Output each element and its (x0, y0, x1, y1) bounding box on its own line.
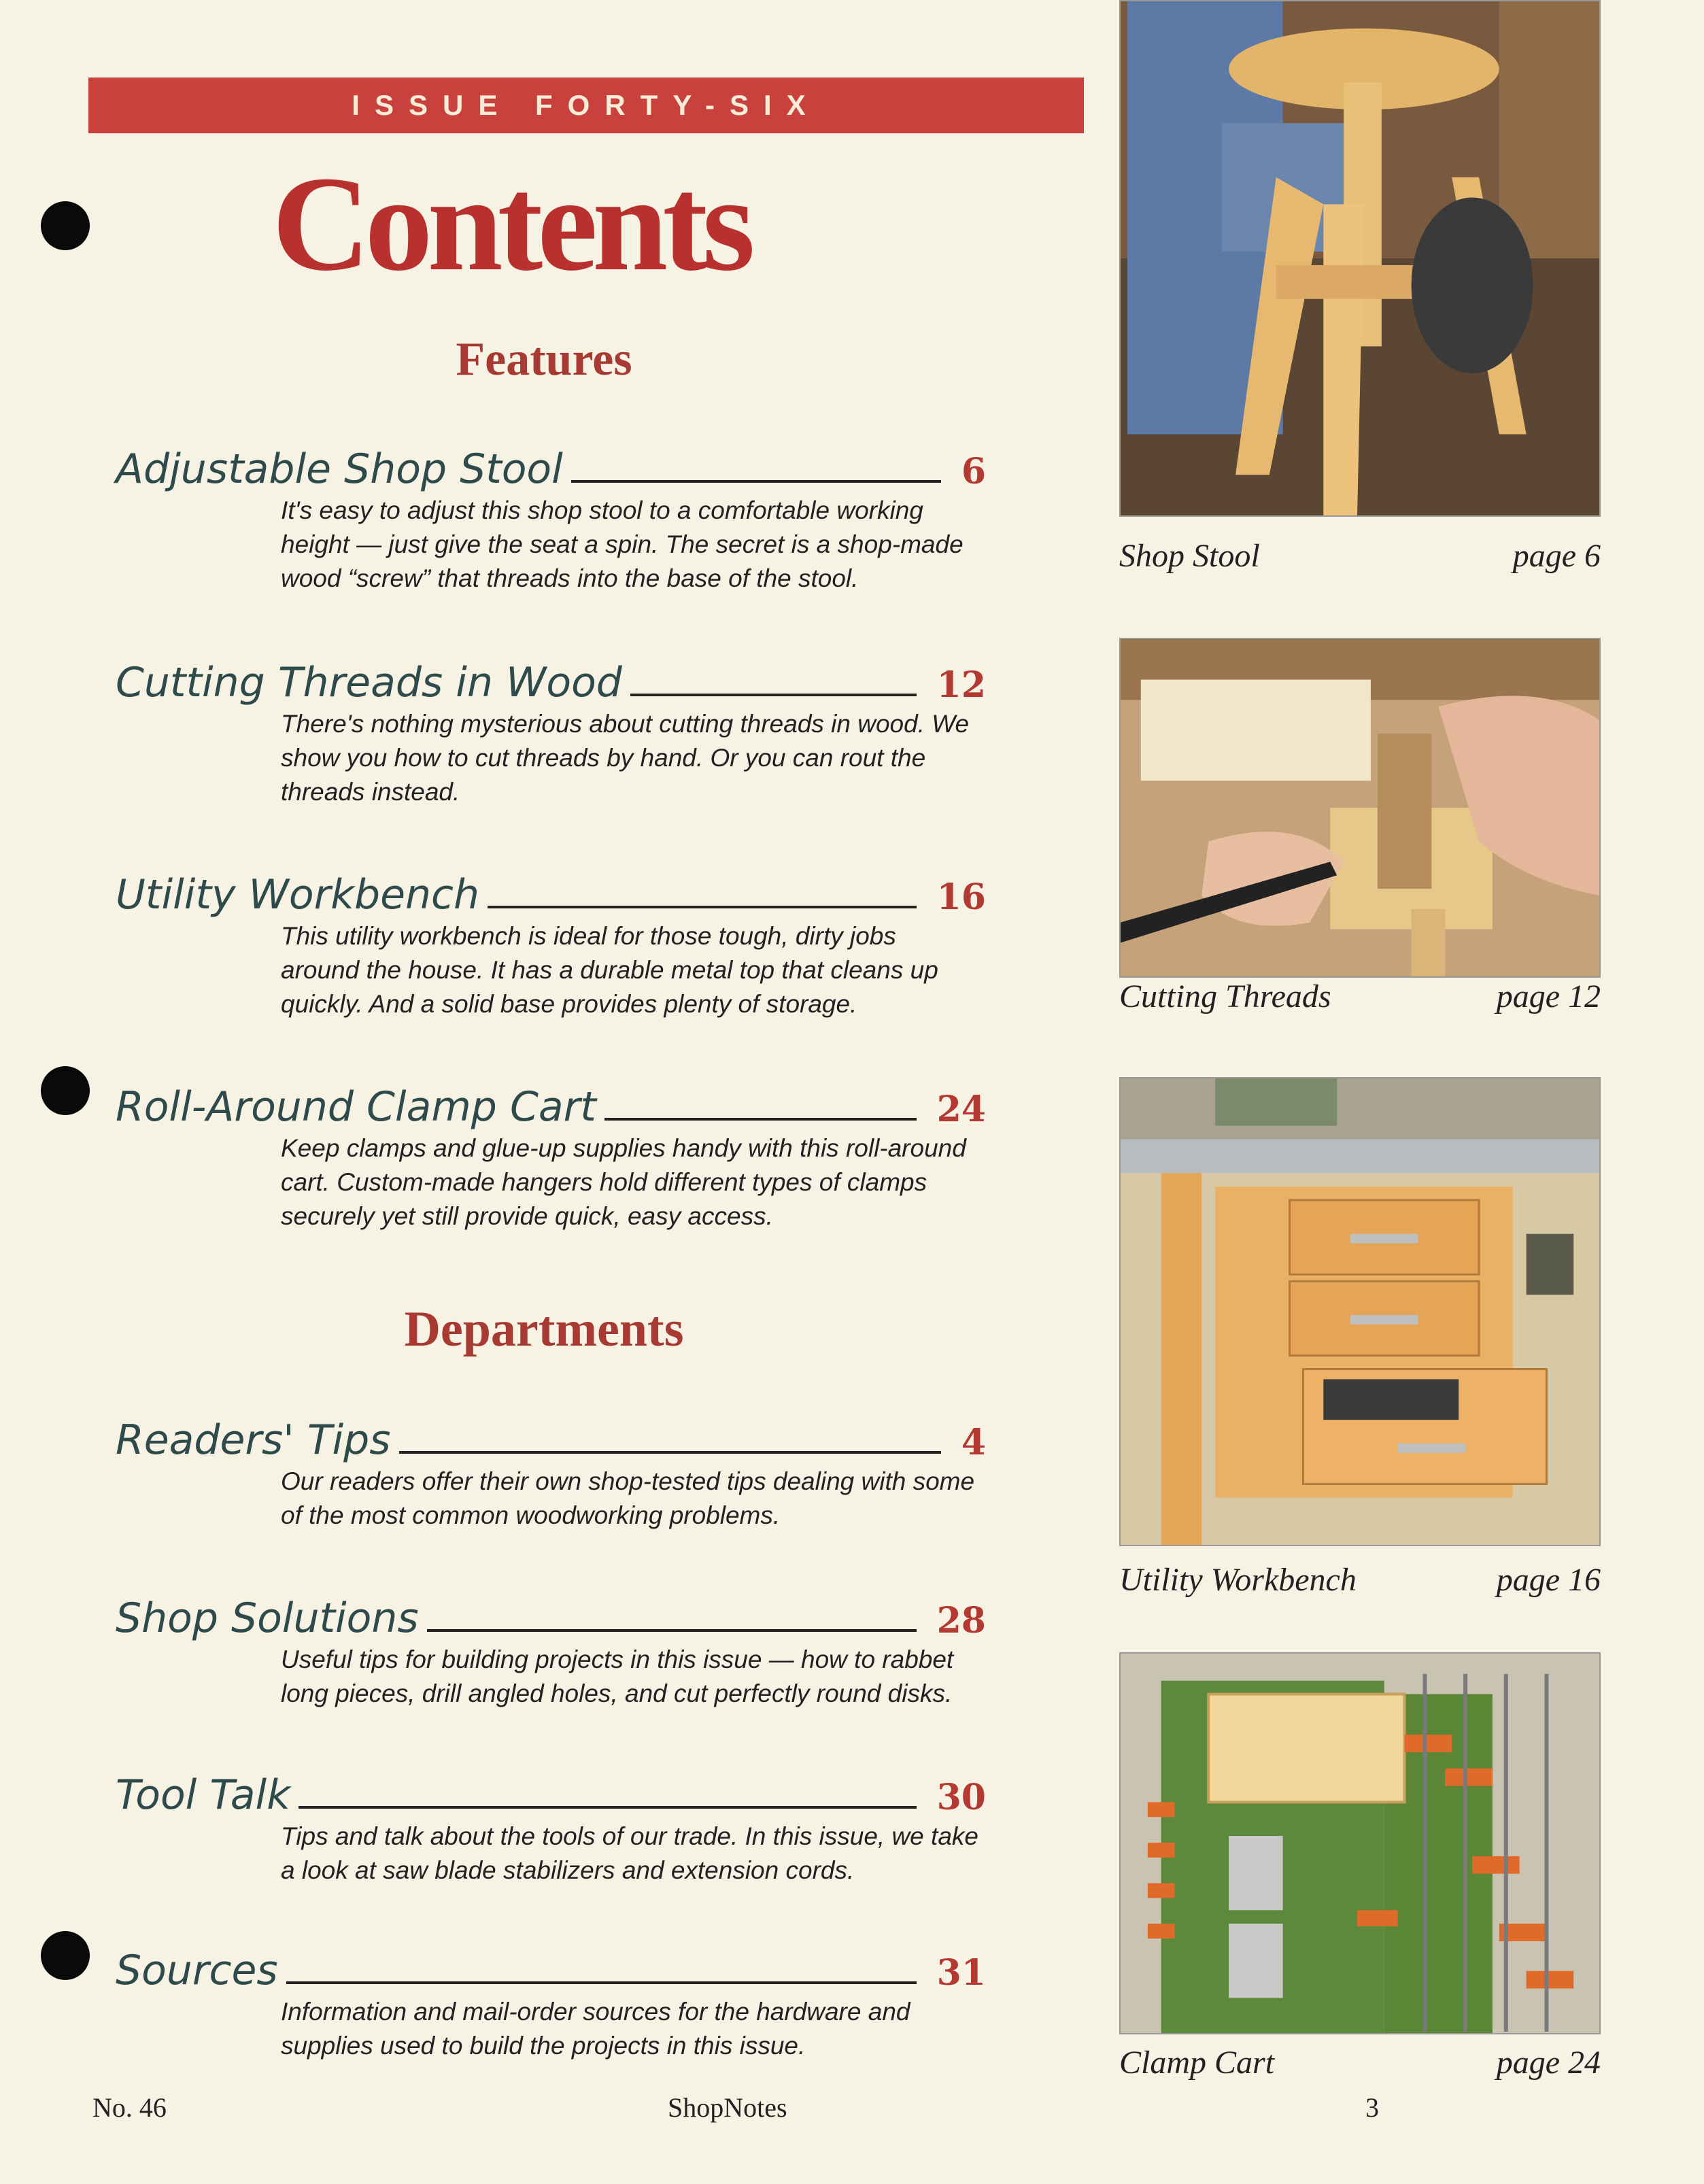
leader-line (604, 1118, 917, 1121)
entry-description: Useful tips for building projects in this issue — how to rabbet long pieces, drill angled holes, and cut perfectly round disks. (281, 1645, 954, 1707)
entry-description: Our readers offer their own shop-tested tips dealing with some of the most common woodworking problems. (281, 1467, 975, 1529)
entry-description: Tips and talk about the tools of our trade. In this issue, we take a look at saw blade stabilizers and extension cords. (281, 1822, 978, 1884)
entry-description: Information and mail-order sources for the hardware and supplies used to build the projects in this issue. (281, 1998, 910, 2060)
entry-description: Keep clamps and glue-up supplies handy with this roll-around cart. Custom-made hangers hold different types of clamps securely yet still provide quick, easy access. (281, 1134, 966, 1230)
caption-title: Clamp Cart (1119, 2045, 1275, 2081)
entry-title: Tool Talk (116, 1771, 290, 1819)
entry-page-number: 30 (936, 1777, 986, 1818)
entry-page-number: 12 (936, 664, 986, 706)
entry-page-number: 16 (936, 876, 986, 918)
features-heading: Features (456, 333, 632, 386)
footer-issue-number: No. 46 (92, 2092, 167, 2123)
department-entry-readers-tips[interactable] (116, 1399, 986, 1533)
cutting-threads-photo (1119, 638, 1601, 978)
leader-line (427, 1629, 917, 1632)
entry-description: There's nothing mysterious about cutting threads in wood. We show you how to cut threads by hand. Or you can rout the threads instead. (281, 710, 970, 806)
binder-hole (41, 1066, 90, 1115)
department-entry-sources[interactable] (116, 1930, 986, 2063)
photo-shop-stool[interactable] (1119, 0, 1601, 585)
leader-line (299, 1806, 917, 1809)
department-entry-shop-solutions[interactable] (116, 1577, 986, 1711)
entry-page-number: 28 (936, 1600, 986, 1641)
page-title: Contents (272, 149, 750, 299)
footer-magazine-name: ShopNotes (668, 2092, 787, 2123)
photo-utility-workbench[interactable] (1119, 1077, 1601, 1607)
photo-caption (1119, 2044, 1601, 2081)
entry-title: Sources (116, 1947, 278, 1994)
entry-title: Shop Solutions (116, 1594, 419, 1642)
entry-page-number: 24 (936, 1089, 986, 1130)
leader-line (399, 1451, 941, 1454)
leader-line (286, 1981, 917, 1984)
issue-banner: ISSUE FORTY-SIX (88, 78, 1084, 133)
photo-caption (1119, 978, 1601, 1015)
photo-caption (1119, 1561, 1601, 1599)
entry-page-number: 4 (961, 1422, 986, 1463)
entry-page-number: 6 (961, 451, 986, 492)
caption-title: Utility Workbench (1119, 1562, 1357, 1598)
leader-line (488, 906, 917, 908)
entry-description: This utility workbench is ideal for those tough, dirty jobs around the house. It has a durable metal top that cleans up quickly. And a solid base provides plenty of storage. (281, 922, 938, 1018)
department-entry-tool-talk[interactable] (116, 1754, 986, 1888)
entry-page-number: 31 (936, 1952, 986, 1994)
feature-entry-utility-workbench[interactable] (116, 854, 986, 1021)
utility-workbench-photo (1119, 1077, 1601, 1546)
entry-description: It's easy to adjust this shop stool to a comfortable working height — just give the seat a spin. The secret is a shop-made wood “screw” that threads into the base of the stool. (281, 496, 964, 592)
feature-entry-clamp-cart[interactable] (116, 1066, 986, 1233)
caption-page: page 12 (1496, 978, 1601, 1014)
photo-caption (1119, 537, 1601, 575)
entry-title: Utility Workbench (116, 871, 480, 919)
entry-title: Adjustable Shop Stool (116, 445, 563, 493)
entry-title: Roll-Around Clamp Cart (116, 1083, 596, 1131)
entry-title: Cutting Threads in Wood (116, 659, 622, 706)
feature-entry-shop-stool[interactable] (116, 428, 986, 596)
shop-stool-photo (1119, 0, 1601, 517)
entry-title: Readers' Tips (116, 1416, 391, 1464)
caption-title: Cutting Threads (1119, 978, 1331, 1014)
photo-cutting-threads[interactable] (1119, 638, 1601, 1019)
binder-hole (41, 201, 90, 250)
caption-page: page 16 (1496, 1562, 1601, 1598)
leader-line (630, 694, 917, 696)
caption-page: page 6 (1512, 538, 1601, 574)
binder-hole (41, 1931, 90, 1980)
caption-page: page 24 (1496, 2045, 1601, 2081)
footer-page-number: 3 (1365, 2092, 1379, 2123)
leader-line (571, 480, 941, 483)
clamp-cart-photo (1119, 1652, 1601, 2034)
departments-heading: Departments (404, 1301, 684, 1357)
feature-entry-cutting-threads[interactable] (116, 642, 986, 809)
caption-title: Shop Stool (1119, 538, 1260, 574)
photo-clamp-cart[interactable] (1119, 1652, 1601, 2081)
